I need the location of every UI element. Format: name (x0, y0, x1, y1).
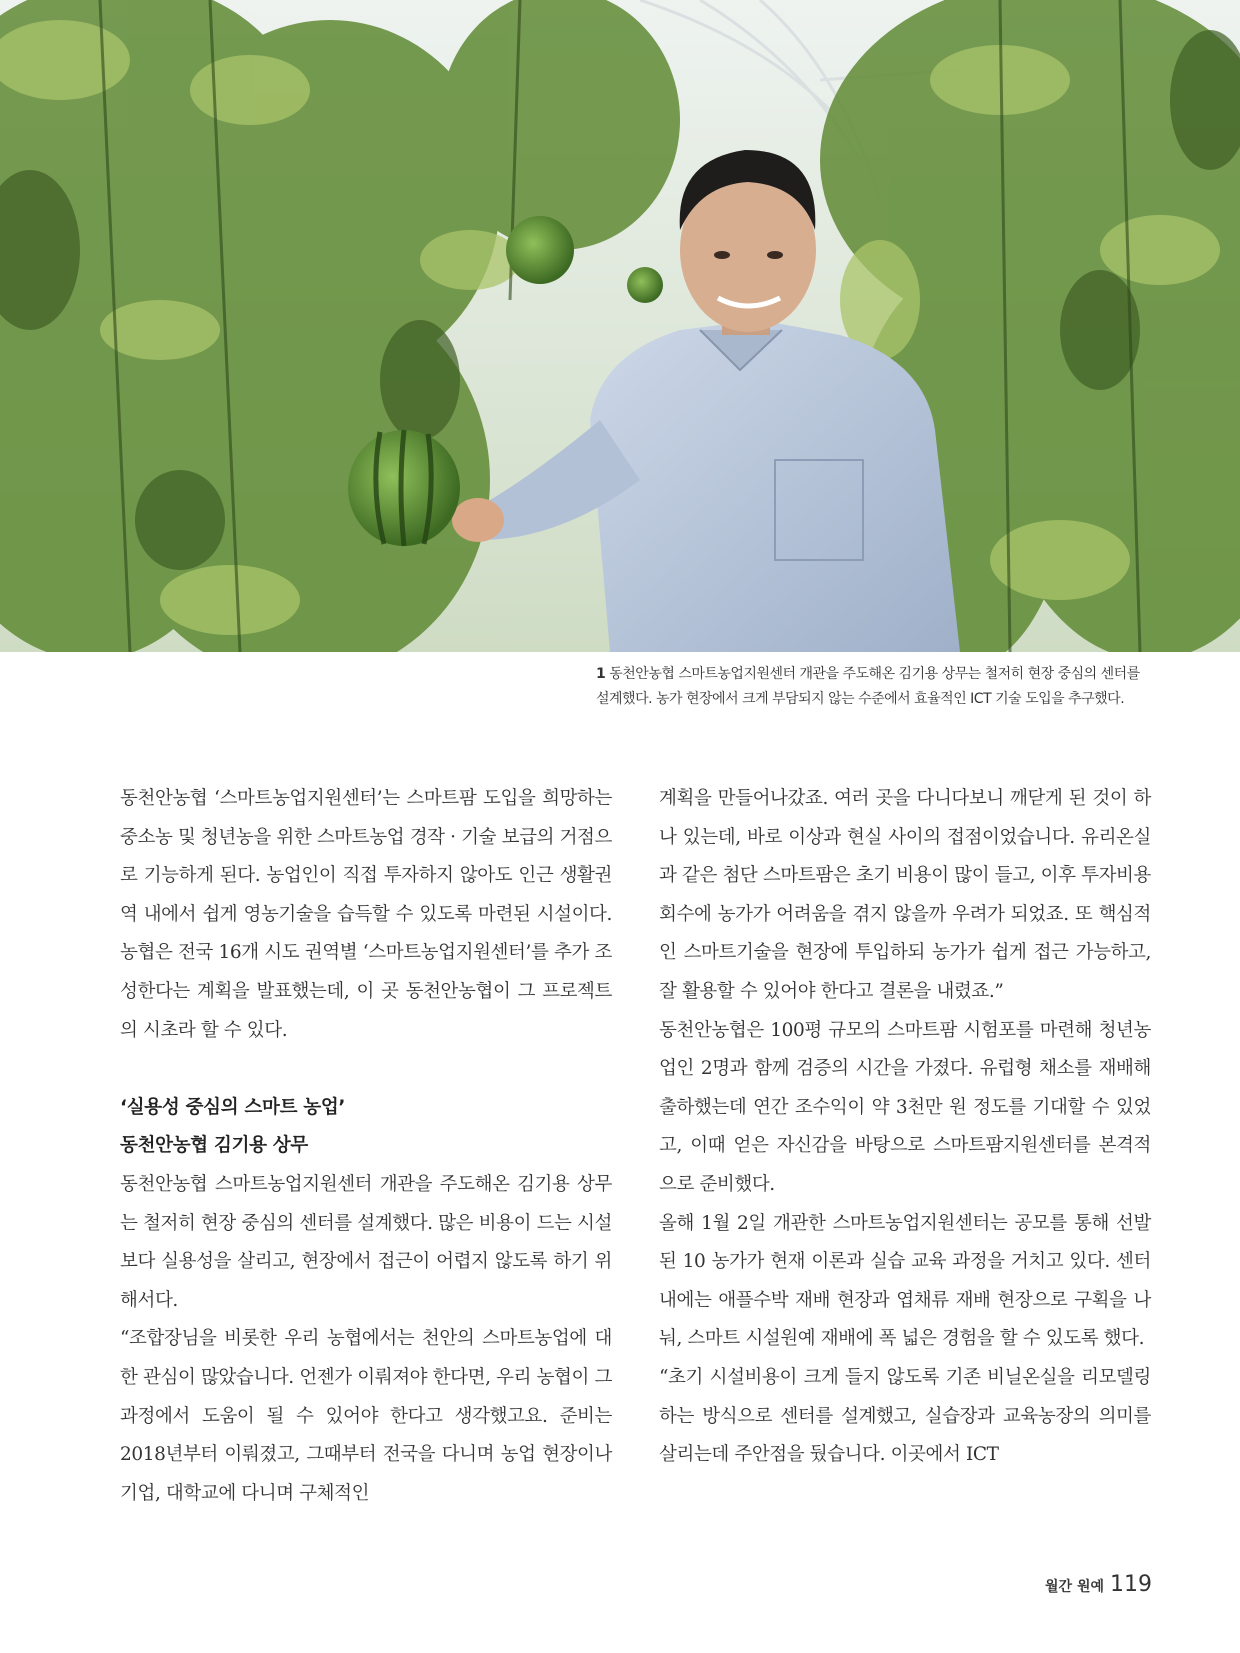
quote-paragraph: “초기 시설비용이 크게 들지 않도록 기존 비닐온실을 리모델링하는 방식으로 센터를 설계했고, 실습장과 교육농장의 의미를 살리는데 주안점을 뒀습니다. 이곳에서 ICT (659, 1366, 1151, 1466)
body-paragraph: 올해 1월 2일 개관한 스마트농업지원센터는 공모를 통해 선발된 10 농가가 현재 이론과 실습 교육 과정을 거치고 있다. 센터 내에는 애플수박 재배 현장과 엽채류 재배 현장으로 구획을 나눠, 스마트 시설원예 재배에 폭 넓은 경험을 할 수 있도록 했다. (659, 1212, 1151, 1350)
caption-text: 동천안농협 스마트농업지원센터 개관을 주도해온 김기용 상무는 철저히 현장 중심의 센터를 설계했다. 농가 현장에서 크게 부담되지 않는 수준에서 효율적인 ICT 기술 도입을 추구했다. (596, 666, 1140, 707)
photo-illustration (0, 0, 1240, 652)
section-subheading: 동천안농협 김기용 상무 (120, 1135, 308, 1157)
section-heading: ‘실용성 중심의 스마트 농업’ (120, 1096, 346, 1118)
caption-number: 1 (596, 666, 606, 682)
quote-paragraph: “조합장님을 비롯한 우리 농협에서는 천안의 스마트농업에 대한 관심이 많았습니다. 언젠가 이뤄져야 한다면, 우리 농협이 그 과정에서 도움이 될 수 있어야 한다고 생각했고요. 준비는 2018년부터 이뤄졌고, 그때부터 전국을 다니며 농업 현장이나 기업, 대학교에 다니며 구체적인 (120, 1328, 612, 1504)
body-paragraph: 계획을 만들어나갔죠. 여러 곳을 다니다보니 깨닫게 된 것이 하나 있는데, 바로 이상과 현실 사이의 접점이었습니다. 유리온실과 같은 첨단 스마트팜은 초기 비용이 많이 들고, 이후 투자비용 회수에 농가가 어려움을 겪지 않을까 우려가 되었죠. 또 핵심적인 스마트기술을 현장에 투입하되 농가가 쉽게 접근 가능하고, 잘 활용할 수 있어야 한다고 결론을 내렸죠.” (659, 788, 1151, 1002)
left-column (120, 780, 612, 1513)
greenhouse-photo (0, 0, 1240, 652)
intro-paragraph: 동천안농협 ‘스마트농업지원센터’는 스마트팜 도입을 희망하는 중소농 및 청년농을 위한 스마트농업 경작 · 기술 보급의 거점으로 기능하게 된다. 농업인이 직접 투자하지 않아도 인근 생활권역 내에서 쉽게 영농기술을 습득할 수 있도록 마련된 시설이다. 농협은 전국 16개 시도 권역별 ‘스마트농업지원센터’를 추가 조성한다는 계획을 발표했는데, 이 곳 동천안농협이 그 프로젝트의 시초라 할 수 있다. (120, 788, 612, 1041)
magazine-name: 월간 원예 (1045, 1579, 1104, 1595)
body-paragraph: 동천안농협 스마트농업지원센터 개관을 주도해온 김기용 상무는 철저히 현장 중심의 센터를 설계했다. 많은 비용이 드는 시설보다 실용성을 살리고, 현장에서 접근이 어렵지 않도록 하기 위해서다. (120, 1173, 612, 1311)
body-paragraph: 동천안농협은 100평 규모의 스마트팜 시험포를 마련해 청년농업인 2명과 함께 검증의 시간을 가졌다. 유럽형 채소를 재배해 출하했는데 연간 조수익이 약 3천만 원 정도를 기대할 수 있었고, 이때 얻은 자신감을 바탕으로 스마트팜지원센터를 본격적으로 준비했다. (659, 1019, 1151, 1195)
page-number: 119 (1110, 1572, 1152, 1597)
right-column (659, 780, 1151, 1475)
page-footer (1045, 1572, 1152, 1597)
photo-caption (596, 662, 1156, 712)
